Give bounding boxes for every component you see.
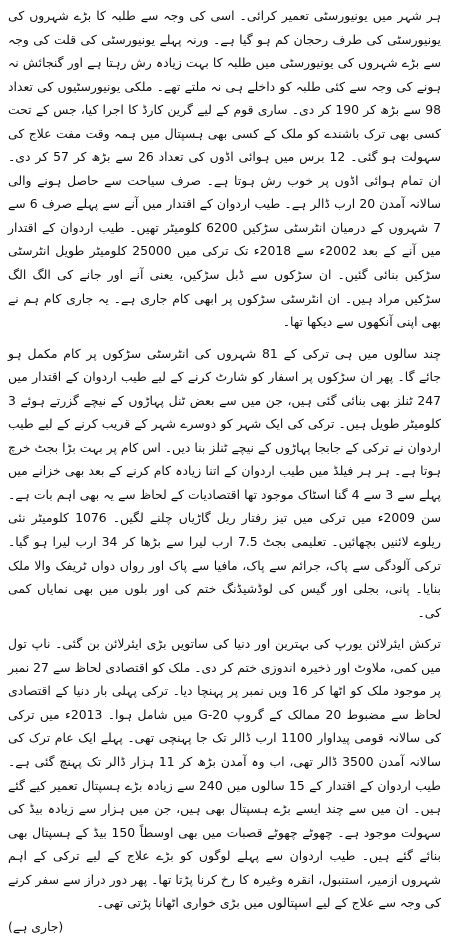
- continued-label: (جاری ہے): [8, 918, 64, 934]
- article-page: [8, 4, 442, 934]
- paragraph-gap: [8, 624, 441, 632]
- article-footer: [8, 915, 441, 938]
- article-paragraph-1: ہر شہر میں یونیورسٹی تعمیر کرائی۔ اسی کی وجہ سے طلبہ کا بڑے شہروں کی یونیورسٹی کی طرف رحجان کم ہو گیا ہے۔ ورنہ پہلے یونیورسٹی کی قلت کی وجہ سے بڑے شہروں کی یونیورسٹی میں طلبہ کا بہت زیادہ رش رہتا ہے اور گنجائش نہ ہونے کی وجہ سے کئی طلبہ کو داخلے ہی نہ ملتے تھے۔ ملکی یونیورسٹیوں کی تعداد 98 سے بڑھ کر 190 کر دی۔ ساری قوم کے لیے گرین کارڈ کا اجرا کیا، جس کے تحت کسی بھی ترک باشندے کو ملک کے کسی بھی ہسپتال میں ہمہ وقت مفت علاج کی سہولت ہو گئی۔ 12 برس میں ہوائی اڈوں کی تعداد 26 سے بڑھ کر 57 کر دی۔ ان تمام ہوائی اڈوں پر خوب رش ہوتا ہے۔ صرف سیاحت سے حاصل ہونے والی سالانہ آمدن 20 ارب ڈالر ہے۔ طیب اردوان کے اقتدار میں آنے سے پہلے صرف 6 سے 7 شہروں کے درمیان انٹرسٹی سڑکیں 6200 کلومیٹر تھیں۔ طیب اردوان کے اقتدار میں آنے کے بعد 2002ء سے 2018ء تک ترکی میں 25000 کلومیٹر طویل انٹرسٹی سڑکیں بنائی گئیں۔ ان سڑکوں سے ڈبل سڑکیں، یعنی آنے اور جانے کی الگ الگ سڑکیں مراد ہیں۔ ان انٹرسٹی سڑکوں پر ابھی کام جاری ہے۔ یہ جاری کام ہم نے بھی اپنی آنکھوں سے دیکھا تھا۔: [8, 8, 441, 330]
- article-paragraph-2: چند سالوں میں ہی ترکی کے 81 شہروں کی انٹرسٹی سڑکوں پر کام مکمل ہو جائے گا۔ پھر ان سڑکوں پر اسفار کو شارٹ کرنے کے لیے طیب اردوان کے اقتدار میں 247 ٹنلز بھی بنائی گئی ہیں، جن میں سے بعض ٹنل پہاڑوں کے نیچے گزرتے ہوئے 3 کلومیٹر طویل ہیں۔ ترکی کی ایک شہر کو دوسرے شہر کے قریب کرنے کے لیے طیب اردوان نے ترکی کے جابجا پہاڑوں کے نیچے ٹنلز بنا دیں۔ اس کام پر بہت بڑا بجٹ خرچ ہوتا ہے۔ ہر ہر فیلڈ میں طیب اردوان کے اتنا زیادہ کام کرنے کے بعد بھی خزانے میں پہلے سے 3 سے 4 گنا اسٹاک موجود تھا اقتصادیات کے لحاظ سے یہ بھی اہم بات ہے۔ سن 2009ء میں ترکی میں تیز رفتار ریل گاڑیاں چلنے لگیں۔ 1076 کلومیٹر نئی ریلوے لائنیں بچھائیں۔ تعلیمی بجٹ 7.5 ارب لیرا سے بڑھا کر 34 ارب لیرا ہو گیا۔ ترکی آلودگی سے پاک، جرائم سے پاک، مافیا سے پاک اور رواں دواں ٹریفک والا ملک بنایا۔ پانی، بجلی اور گیس کی لوڈشیڈنگ ختم کی اور بلوں میں بھی نمایاں کمی کی۔: [8, 345, 442, 620]
- paragraph-gap: [8, 334, 441, 342]
- article-paragraph-3: ترکش ایئرلائن یورپ کی بہترین اور دنیا کی ساتویں بڑی ایئرلائن بن گئی۔ ناپ تول میں کمی، ملاوٹ اور ذخیرہ اندوزی ختم کر دی۔ ملک کو اقتصادی لحاظ سے 27 نمبر پر موجود ملک کو اٹھا کر 16 ویں نمبر پر پہنچا دیا۔ ترکی پہلی بار دنیا کے اقتصادی لحاظ سے مضبوط 20 ممالک کے گروپ G-20 میں شامل ہوا۔ 2013ء میں ترکی کی سالانہ قومی پیداوار 1100 ارب ڈالر تک جا پہنچی تھی۔ پہلے ایک عام ترک کی سالانہ آمدن 3500 ڈالر تھی، اب وہ آمدن بڑھ کر 11 ہزار ڈالر تک پہنچ گئی ہے۔ طیب اردوان کے اقتدار کے 15 سالوں میں 240 سے زیادہ بڑے ہسپتال تعمیر کیے گئے ہیں۔ ان میں سے چند ایسے بڑے ہسپتال بھی ہیں، جن میں ہزار سے زیادہ بیڈ کی سہولت موجود ہے۔ چھوٹے چھوٹے قصبات میں بھی اوسطاً 150 بیڈ کے ہسپتال بھی بنائے گئے ہیں۔ طیب اردوان سے پہلے لوگوں کو بڑے علاج کے لیے ترکی کے اہم شہروں ازمیر، استنبول، انقرہ وغیرہ کا رخ کرنا پڑتا تھا۔ پھر دور دراز سے سفر کرنے کی وجہ سے علاج کے لیے اسپتالوں میں بڑی خواری اٹھانا پڑتی تھی۔: [8, 636, 441, 911]
